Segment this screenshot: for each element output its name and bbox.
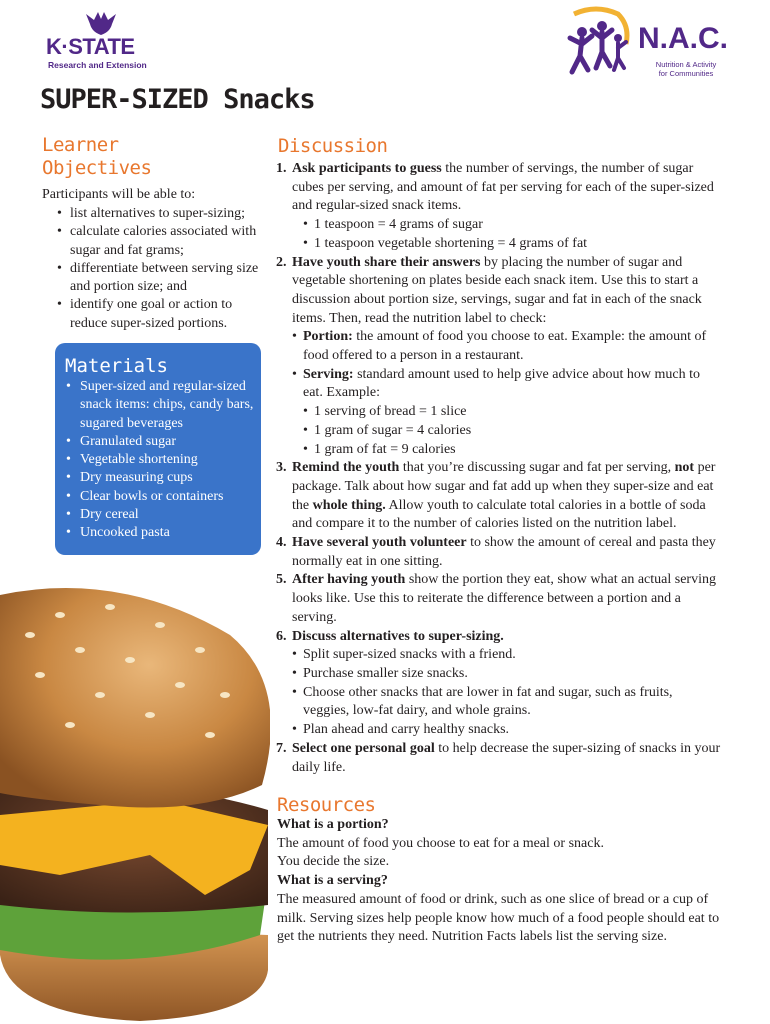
- resource-question: What is a serving?: [277, 873, 388, 889]
- list-item: • Granulated sugar: [66, 433, 258, 451]
- list-item: • Portion: the amount of food you choose to eat. Example: the amount of food offered to a person in a restaurant.: [276, 328, 722, 365]
- list-item: • 1 gram of fat = 9 calories: [276, 441, 722, 460]
- list-item: • 1 gram of sugar = 4 calories: [276, 422, 722, 441]
- list-item: 7. Select one personal goal to help decrease the super-sizing of snacks in your daily life.: [276, 740, 721, 775]
- list-item: • 1 serving of bread = 1 slice: [276, 403, 722, 422]
- discussion-steps: [276, 160, 722, 777]
- list-item: • Clear bowls or containers: [66, 488, 258, 506]
- list-item: • Purchase smaller size snacks.: [276, 665, 722, 684]
- list-item: • Dry cereal: [66, 506, 258, 524]
- list-item: • Serving: standard amount used to help give advice about how much to eat. Example:: [276, 366, 722, 403]
- page-title: SUPER-SIZED Snacks: [40, 84, 315, 115]
- list-item: • Choose other snacks that are lower in fat and sugar, such as fruits, veggies, low-fat dairy, and whole grains.: [276, 684, 722, 721]
- resource-answer: You decide the size.: [277, 854, 390, 870]
- resource-answer: The amount of food you choose to eat for a meal or snack.: [277, 835, 604, 851]
- people-icon: [556, 4, 636, 84]
- list-item: • Uncooked pasta: [66, 524, 258, 542]
- list-item: • Split super-sized snacks with a friend.: [276, 646, 722, 665]
- list-item: • differentiate between serving size and portion size; and: [55, 260, 270, 297]
- list-item: • 1 teaspoon vegetable shortening = 4 grams of fat: [276, 235, 722, 254]
- list-item: 4. Have several youth volunteer to show the amount of cereal and pasta they normally eat in one sitting.: [276, 535, 716, 569]
- list-item: 3. Remind the youth that you’re discussing sugar and fat per serving, not per package. Talk about how sugar and fat add up when they super-size and eat the whole thing. Allow youth to calculate total calories in a bottle of soda and compare it to the number of calories listed on the nutrition label.: [276, 460, 716, 532]
- resources-section: [277, 816, 723, 947]
- materials-heading: Materials: [65, 355, 168, 377]
- resources-heading: Resources: [277, 794, 376, 816]
- list-item: • 1 teaspoon = 4 grams of sugar: [276, 216, 722, 235]
- resource-question: What is a portion?: [277, 817, 389, 832]
- wildcat-icon: [84, 10, 118, 36]
- discussion-heading: Discussion: [278, 135, 388, 157]
- kstate-subtitle: Research and Extension: [48, 60, 147, 70]
- list-item: 5. After having youth show the portion they eat, show what an actual serving looks like. Use this to reiterate the difference between a portion and a serving.: [276, 572, 716, 625]
- objectives-list: [55, 205, 270, 333]
- list-item: • Super-sized and regular-sized snack items: chips, candy bars, sugared beverages: [66, 378, 258, 433]
- objectives-intro: Participants will be able to:: [42, 187, 196, 202]
- objectives-heading: Learner Objectives: [42, 134, 152, 179]
- cheeseburger-image: [0, 575, 270, 1024]
- list-item: 2. Have youth share their answers by placing the number of sugar and vegetable shortening on plates beside each snack item. Use this to start a discussion about portion size, servings, sugar and fat in each of the snack items. Then, read the nutrition label to check:: [276, 254, 702, 326]
- list-item: • calculate calories associated with sugar and fat grams;: [55, 223, 270, 260]
- list-item: • Plan ahead and carry healthy snacks.: [276, 721, 722, 740]
- list-item: • identify one goal or action to reduce super-sized portions.: [55, 296, 270, 333]
- nac-tagline: Nutrition & Activity for Communities: [655, 60, 717, 78]
- kstate-wordmark: K·STATE: [46, 34, 135, 59]
- kstate-logo: [46, 10, 156, 70]
- list-item: • Vegetable shortening: [66, 451, 258, 469]
- list-item: • list alternatives to super-sizing;: [55, 205, 270, 223]
- nac-logo: [556, 4, 736, 86]
- materials-list: [66, 378, 258, 543]
- list-item: • Dry measuring cups: [66, 469, 258, 487]
- resource-answer: The measured amount of food or drink, such as one slice of bread or a cup of milk. Serving sizes help people know how much of a food people should eat to get the nutrients they need. Nutrition Facts labels list the serving size.: [277, 891, 720, 945]
- nac-wordmark: N.A.C.: [638, 22, 728, 55]
- list-item: 6. Discuss alternatives to super-sizing.: [276, 628, 504, 644]
- list-item: 1. Ask participants to guess the number of servings, the number of sugar cubes per serving, and amount of fat per serving for each of the super-sized and regular-sized snack items.: [276, 161, 714, 214]
